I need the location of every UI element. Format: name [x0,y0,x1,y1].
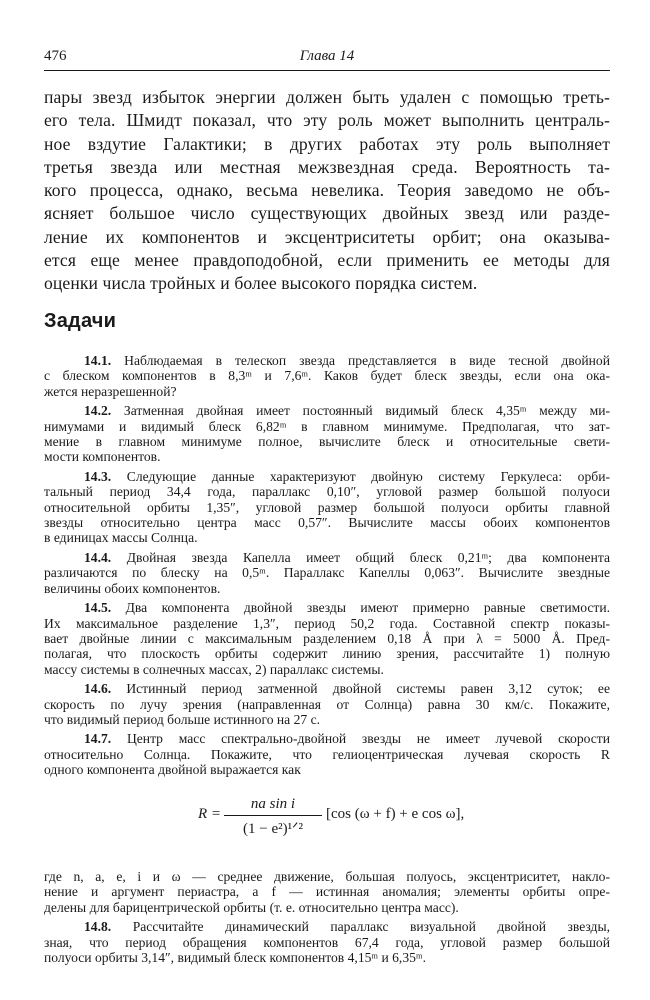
running-header [44,44,610,71]
problem-text: Рассчитайте динамический параллакс визуальной двойной звезды, [132,919,610,935]
problem-14-7 [44,731,610,777]
fraction-bar [224,815,322,816]
intro-paragraph [44,86,610,296]
text-line: ное вздутие Галактики; в других работах эту роль выполняет [44,133,610,154]
problem-14-1 [44,353,610,399]
text-line: различаются по блеску на 0,5ᵐ. Параллакс Капеллы 0,063″. Вычислите звездные [44,565,610,581]
problem-14-2 [44,403,610,465]
text-line [44,469,610,484]
problem-number: 14.4. [84,549,112,565]
text-line [44,731,610,746]
text-line: что видимый период больше истинного на 27 с. [44,711,321,727]
text-line: в единицах массы Солнца. [44,530,198,546]
text-line: нение и аргумент периастра, а f — истинная аномалия; элементы орбиты опре- [44,884,610,900]
text-line: ясняет большое число существующих двойных звезд или разде- [44,203,610,224]
text-line: тальный период 34,4 года, параллакс 0,10″, угловой размер большой полуоси [44,484,610,500]
text-line: третья звезда или местная межзвездная среда. Вероятность та- [44,156,610,177]
text-line: его тела. Шмидт показал, что эту роль может выполнить централь- [44,110,610,131]
text-line: ление их компонентов и эксцентриситеты орбит; она оказыва- [44,226,610,247]
problem-text: Затменная двойная имеет постоянный видимый блеск 4,35ᵐ между ми- [123,403,610,419]
text-line [44,600,610,615]
text-line: относительно Солнца. Покажите, что гелиоцентрическая лучевая скорость R [44,746,610,762]
text-line: полагая, что плоскость орбиты содержит линию зрения, рассчитайте 1) полную [44,646,610,662]
problem-text: Следующие данные характеризуют двойную систему Геркулеса: орби- [126,468,610,484]
problem-number: 14.7. [84,731,112,747]
text-line: полуоси орбиты 3,14″, видимый блеск компонентов 4,15ᵐ и 6,35ᵐ. [44,950,426,966]
problem-number: 14.5. [84,600,112,616]
text-line: ется еще менее правдоподобной, если применить ее методы для [44,250,610,271]
problem-text: Наблюдаемая в телескоп звезда представляется в виде тесной двойной [124,353,610,368]
formula-lhs: R = [198,806,222,822]
text-line: мение в главном минимуме полное, вычислите блеск и относительные свети- [44,434,610,450]
text-line: нимумами и видимый блеск 6,82ᵐ в главном минимуме. Предполагая, что зат- [44,418,610,434]
text-line: звезды относительно центра масс 0,57″. Вычислите массы обоих компонентов [44,515,610,531]
problem-14-8 [44,919,610,965]
problem-text: Центр масс спектрально-двойной звезды не имеет лучевой скорости [126,731,610,747]
text-line [44,403,610,418]
text-line: зная, что период обращения компонентов 67,4 года, угловой размер большой [44,934,610,950]
text-line: одного компонента двойной выражается как [44,762,301,778]
problem-list [44,353,610,782]
problem-text: Двойная звезда Капелла имеет общий блеск 0,21ᵐ; два компонента [126,549,610,565]
text-line: где n, a, e, i и ω — среднее движение, большая полуось, эксцентриситет, накло- [44,869,610,884]
problem-14-5 [44,600,610,677]
formula-numerator: na sin i [250,796,296,812]
problem-number: 14.8. [84,919,112,935]
problem-number: 14.2. [84,403,112,419]
problem-text: Истинный период затменной двойной системы равен 3,12 суток; ее [126,681,610,697]
text-line [44,550,610,565]
text-line: вает двойные линии с максимальным разделением 0,18 Å при λ = 5000 Å. Пред- [44,630,610,646]
chapter-title: Глава 14 [299,48,355,64]
text-line: делены для барицентрической орбиты (т. е. относительно центра масс). [44,899,459,915]
text-line: жется неразрешенной? [44,383,177,399]
text-line: скорость по лучу зрения (направленная от Солнца) равна 30 км/с. Покажите, [44,696,610,712]
problem-number: 14.3. [84,468,112,484]
text-line: массу системы в солнечных массах, 2) параллакс системы. [44,661,384,677]
text-line: величины обоих компонентов. [44,580,221,596]
formula-fraction [224,796,322,838]
text-line [44,353,610,368]
problem-text: Два компонента двойной звезды имеют примерно равные светимости. [125,600,610,616]
text-line: мости компонентов. [44,449,161,465]
formula-continuation [44,869,610,969]
radial-velocity-formula [0,796,650,842]
text-line: с блеском компонентов в 8,3ᵐ и 7,6ᵐ. Каков будет блеск звезды, если она ока- [44,368,610,384]
text-line [44,681,610,696]
text-line: оценки числа тройных и более высокого порядка систем. [44,273,478,294]
problem-14-4 [44,550,610,596]
text-line: пары звезд избыток энергии должен быть удален с помощью треть- [44,87,610,107]
text-line: Их максимальное разделение 1,3″, период 50,2 года. Составной спектр показы- [44,615,610,631]
problem-14-6 [44,681,610,727]
page-number: 476 [44,48,67,64]
text-line: относительной орбиты 1,35″, угловой размер большой полуоси орбиты главной [44,499,610,515]
formula-denominator: (1 − e²)¹ᐟ² [243,821,303,837]
problem-14-3 [44,469,610,546]
text-line: кого процесса, однако, весьма невелика. Теория заведомо не объ- [44,180,610,201]
text-line [44,919,610,934]
formula-rhs: [cos (ω + f) + e cos ω], [326,806,465,822]
problem-number: 14.6. [84,681,112,697]
problem-number: 14.1. [84,353,112,368]
section-heading: Задачи [44,310,117,332]
